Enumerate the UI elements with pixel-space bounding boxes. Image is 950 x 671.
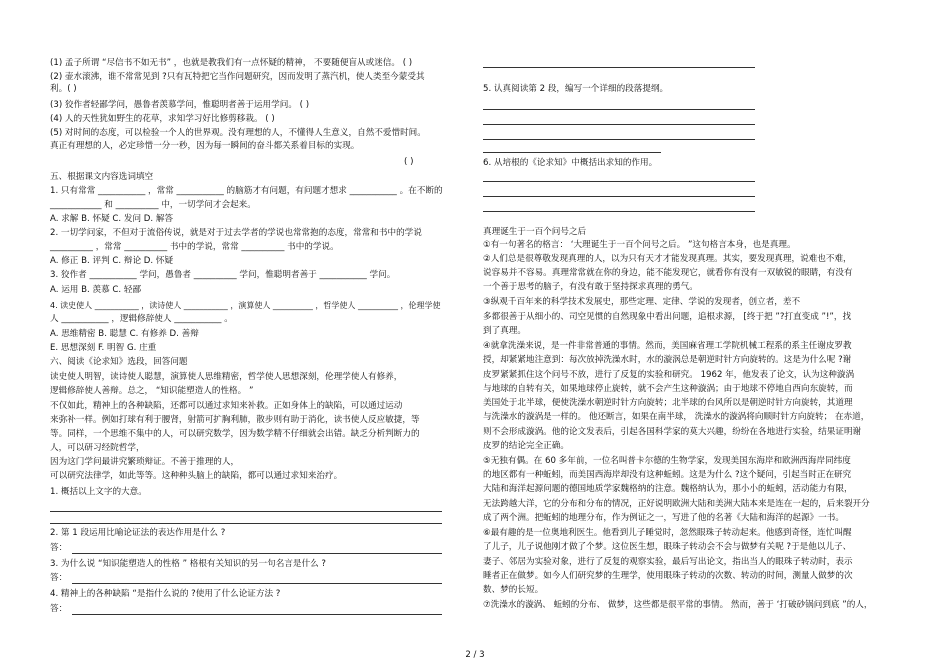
article-line: 妻子、邻居为实验对象，进行了反复的观察实验，最后写出论文，指出当人的眼珠子转动时，表示 xyxy=(483,557,853,567)
article-line: 成了两个洲。把蚯蚓的地理分布，作为例证之一，写进了他的名著《大陆和海洋的起源》一书。 xyxy=(483,513,844,523)
passage-line: 读史使人明智，读诗使人聪慧，演算使人思维精密，哲学使人思想深刻，伦理学使人有修养， xyxy=(50,372,403,382)
answer-line[interactable] xyxy=(483,152,661,153)
article-line: 多都很善于从细小的、司空见惯的自然现象中看出问题，追根求源， [终于把 ”?打直变成 ”!”，找 xyxy=(483,312,852,322)
answer-label: 答： xyxy=(50,573,68,583)
answer-line[interactable] xyxy=(72,553,442,554)
fill-q1: 1. 只有常常 ___________ ，常常 ___________ 的脑筋才有问题，有问题才想求 ___________ 。在不断的 xyxy=(50,186,443,196)
fill-q1-options: A. 求解 B. 怀疑 C. 发问 D. 解答 xyxy=(50,214,174,224)
article-line: 无法跨越大洋，它的分布和分布的情况，正好说明欧洲大陆和美洲大陆本来是连在一起的，后来裂开分 xyxy=(483,499,870,509)
fill-q3-options: A. 运用 B. 羡慕 C. 轻鄙 xyxy=(50,285,142,295)
passage-line: 可以研究法律学，如此等等。这种种头脑上的缺陷，都可以通过求知来治疗。 xyxy=(50,471,343,481)
passage-line: 人，可以研习经院哲学， xyxy=(50,443,145,453)
passage-line: 不仅如此，精神上的各种缺陷，还都可以通过求知来补救。正如身体上的缺陷，可以通过运动 xyxy=(50,401,403,411)
fill-q4: 4. 读史使人 ___________ ，读诗使人 ___________ ，演算使人 __________ ，哲学使人 __________ ，伦理学使 xyxy=(50,301,441,310)
article-title: 真理诞生于一百个问号之后 xyxy=(483,227,587,237)
article-line: ⑦洗澡水的漩涡、 蚯蚓的分布、 做梦，这些都是很平常的事情。 然而，善于 ‘打破砂锅问到底 ”的人， xyxy=(483,600,873,610)
answer-line[interactable] xyxy=(72,614,442,615)
article-line: ④就拿洗澡来说，是一件非常普通的事情。然而，美国麻省理工学院机械工程系的系主任谢皮罗教 xyxy=(483,341,852,351)
answer-line[interactable] xyxy=(50,523,442,524)
article-line: ③纵观千百年来的科学技术发展史，那些定理、定律、学说的发现者，创立者，差不 xyxy=(483,297,801,307)
answer-line[interactable] xyxy=(483,196,755,197)
article-line: 皮罗紧紧抓住这个问号不放，进行了反复的实验和研究。 1962 年，他发表了论文，认为这种漩涡 xyxy=(483,370,855,380)
article-line: 说容易并不容易。真理常常就在你的身边，能不能发现它，就看你有没有一双敏锐的眼睛，有没有 xyxy=(483,268,853,278)
fill-q2: 2. 一切学问家，不但对于流俗传说，就是对于过去学者的学说也常常抱的态度，常常和书中的学说 xyxy=(50,228,422,238)
question-2: 2. 第 1 段运用比喻论证法的表达作用是什么 ? xyxy=(50,528,226,538)
question-4: 4. 精神上的各种缺陷 “是指什么说的 ?使用了什么论证方法 ? xyxy=(50,589,281,599)
answer-label: 答： xyxy=(50,604,68,614)
passage-line: 逻辑修辞使人善辩。总之， “知识能塑造人的性格。 ” xyxy=(50,386,254,396)
fill-q4-cont: 人 ___________ ，逻辑修辞使人 ___________ 。 xyxy=(50,314,233,324)
article-line: ⑤无独有偶。在 60 多年前，一位名叫普卡尔德的生物学家，发现美国东海岸和欧洲西海岸同纬度 xyxy=(483,456,851,466)
judge-item-2: (2) 壶水滚沸，谁不常常见到 ?只有瓦特把它当作问题研究，因而发明了蒸汽机，使人类至今蒙受其 xyxy=(50,72,425,82)
article-line: ②人们总是很尊敬发现真理的人，以为只有天才才能发现真理。其实，要发现真理，说难也不难， xyxy=(483,254,852,264)
question-6: 6. 从培根的《论求知》中概括出求知的作用。 xyxy=(483,158,658,168)
fill-q3: 3. 狡作者 ___________ 学问，愚鲁者 __________ 学问，惟聪明者善于 ___________ 学问。 xyxy=(50,270,396,280)
judge-item-3: (3) 狡作者轻鄙学问，愚鲁者羡慕学问，惟聪明者善于运用学问。 ( ) xyxy=(50,100,310,110)
article-line: 数、梦的长短。 xyxy=(483,585,544,595)
fill-q4-options-1: A. 思维精密 B. 聪慧 C. 有修养 D. 善辩 xyxy=(50,329,199,339)
article-line: 的地区都有一种蚯蚓，而美国西海岸却没有这种蚯蚓。这是为什么 ?这个疑问，引起当时正在研究 xyxy=(483,470,852,480)
answer-line[interactable] xyxy=(483,139,755,140)
judge-item-2-cont: 利。( ) xyxy=(50,84,77,94)
fill-q1-cont: ____________ 和 __________ 中，一切学问才会起来。 xyxy=(50,200,256,210)
page-number: 2 / 3 xyxy=(465,650,485,660)
article-line: ⑥最有趣的是一位奥地利医生。他看到儿子睡觉时，忽然眼珠子转动起来。他感到奇怪，连忙叫醒 xyxy=(483,528,852,538)
passage-line: 来弥补一样。例如打球有利于腰肾，射箭可扩胸利肺，散步则有助于消化，读书使人反应敏捷，等 xyxy=(50,415,420,425)
article-line: 大陆和海洋起源问题的德国地质学家魏格纳的注意。魏格纳认为，那小小的蚯蚓，活动能力有限， xyxy=(483,484,853,494)
article-line: 美国处于北半球，便使洗澡水朝逆时针方向旋转；北半球的台风所以是朝逆时针方向旋转，其道理 xyxy=(483,398,853,408)
judge-item-5-cont: 真正有理想的人，必定珍惜一分一秒，因为每一瞬间的奋斗都关系着目标的实现。 xyxy=(50,141,360,151)
fill-q2-cont: __________ ，常常 __________ 书中的学说，常常 __________ 书中的学说。 xyxy=(50,242,339,252)
passage-line: 因为这门学问最讲究繁琐辩证。不善于推理的人， xyxy=(50,457,240,467)
passage-line: 等。同样，一个思维不集中的人，可以研究数学，因为数学精不仔细就会出错。缺乏分析判断力的 xyxy=(50,429,420,439)
judge-item-5: (5) 对时间的态度，可以检验一个人的世界观。没有理想的人，不懂得人生意义，自然不爱惜时间。 xyxy=(50,128,426,138)
fill-q4-options-2: E. 思想深刻 F. 明智 G. 庄重 xyxy=(50,343,157,353)
answer-line[interactable] xyxy=(72,583,442,584)
question-3: 3. 为什么说 “知识能塑造人的性格 ” 格根有关知识的另一句名言是什么 ? xyxy=(50,559,326,569)
answer-line[interactable] xyxy=(50,511,442,512)
section-6-heading: 六、阅读《论求知》选段，回答问题 xyxy=(50,357,188,367)
answer-line[interactable] xyxy=(483,109,755,110)
article-line: 到了真理。 xyxy=(483,326,526,336)
article-line: 与洗澡水的漩涡是一样的。 他还断言，如果在南半球， 洗澡水的漩涡将向顺时针方向旋转； 在赤道， xyxy=(483,412,870,422)
answer-line[interactable] xyxy=(483,211,755,212)
article-line: 与地球的自转有关，如果地球停止旋转，就不会产生这种漩涡；由于地球不停地自西向东旋转，而 xyxy=(483,384,853,394)
article-line: ①有一句著名的格言： ‘大理诞生于一百个问号之后。 ”这句格言本身，也是真理。 xyxy=(483,240,796,250)
answer-line[interactable] xyxy=(483,181,755,182)
article-line: 一个善于思考的脑子，有没有敢于坚持探求真理的勇气。 xyxy=(483,282,698,292)
judge-item-5-bracket: ( ) xyxy=(404,157,414,167)
fill-q2-options: A. 修正 B. 评判 C. 辩论 D. 怀疑 xyxy=(50,256,174,266)
judge-item-1: (1) 孟子所谓 “尽信书不如无书” ，也就是教我们有一点怀疑的精神， 不要随便盲从或迷信。 ( ) xyxy=(50,58,413,68)
answer-label: 答： xyxy=(50,543,68,553)
article-line: 睡者正在做梦。如今人们研究梦的生理学，使用眼珠子转动的次数、转动的时间，测量人做梦的次 xyxy=(483,571,853,581)
article-line: 了儿子，儿子说他刚才做了个梦。这位医生想，眼珠子转动会不会与做梦有关呢 ?于是他以儿子、 xyxy=(483,542,852,552)
question-5: 5. 认真阅读第 2 段，编写一个详细的段落提纲。 xyxy=(483,84,669,94)
article-line: 则不会形成漩涡。他的论文发表后，引起各国科学家的莫大兴趣，纷纷在各地进行实验，结果证明谢 xyxy=(483,427,862,437)
judge-item-4: (4) 人的天性犹如野生的花草，求知学习好比修剪移栽。 ( ) xyxy=(50,114,275,124)
question-1: 1. 概括以上文字的大意。 xyxy=(50,487,147,497)
article-line: 授，却紧紧地注意到：每次放掉洗澡水时，水的漩涡总是朝逆时针方向旋转的。这是为什么呢 ?谢 xyxy=(483,355,852,365)
article-line: 皮罗的结论完全正确。 xyxy=(483,441,569,451)
section-5-heading: 五、根据课文内容选词填空 xyxy=(50,172,154,182)
answer-line[interactable] xyxy=(483,67,755,68)
answer-line[interactable] xyxy=(483,124,755,125)
